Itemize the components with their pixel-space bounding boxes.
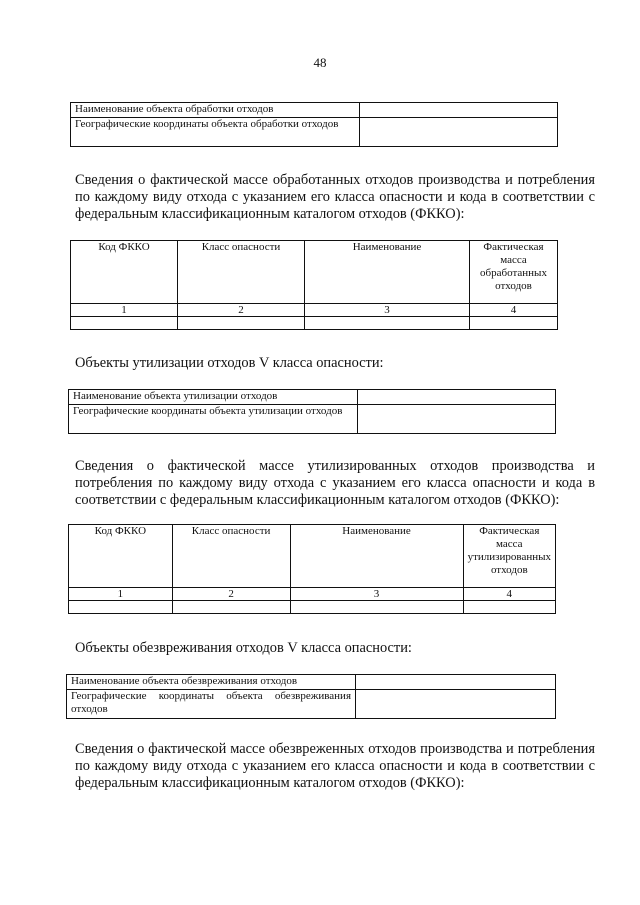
col-header-hazard-class: Класс опасности (172, 525, 290, 588)
col-header-name: Наименование (305, 241, 470, 304)
table-cell (178, 317, 305, 330)
col-number: 4 (463, 588, 555, 601)
object-coords-value (360, 118, 558, 147)
processing-mass-table (70, 240, 558, 330)
col-header-actual-mass: Фактическая масса обработанных отходов (470, 241, 558, 304)
utilization-mass-paragraph: Сведения о фактической массе утилизированных отходов производства и потребления по каждому виду отхода с указанием его класса опасности и кода в соответствии с федеральным классификационным каталогом отходов (ФККО): (75, 458, 595, 508)
col-number: 1 (69, 588, 173, 601)
table-cell (69, 601, 173, 614)
processing-object-table (70, 102, 558, 147)
utilization-heading: Объекты утилизации отходов V класса опасности: (75, 355, 384, 371)
object-name-value (356, 675, 556, 690)
utilization-mass-table (68, 524, 556, 614)
object-coords-value (356, 690, 556, 719)
col-header-hazard-class: Класс опасности (178, 241, 305, 304)
neutralization-object-table (66, 674, 556, 719)
col-header-fkko-code: Код ФККО (71, 241, 178, 304)
table-cell (290, 601, 463, 614)
object-coords-label: Географические координаты объекта обезвреживания отходов (67, 690, 356, 719)
object-coords-label: Географические координаты объекта обработки отходов (71, 118, 360, 147)
table-cell (470, 317, 558, 330)
object-coords-value (358, 405, 556, 434)
col-header-actual-mass: Фактическая масса утилизированных отходов (463, 525, 555, 588)
col-number: 3 (290, 588, 463, 601)
col-number: 4 (470, 304, 558, 317)
utilization-object-table (68, 389, 556, 434)
col-number: 2 (178, 304, 305, 317)
col-header-name: Наименование (290, 525, 463, 588)
table-cell (305, 317, 470, 330)
object-name-label: Наименование объекта утилизации отходов (69, 390, 358, 405)
object-name-value (360, 103, 558, 118)
col-number: 1 (71, 304, 178, 317)
processing-mass-paragraph: Сведения о фактической массе обработанных отходов производства и потребления по каждому виду отхода с указанием его класса опасности и кода в соответствии с федеральным классификационным каталогом отходов (ФККО): (75, 172, 595, 222)
col-number: 3 (305, 304, 470, 317)
object-name-label: Наименование объекта обработки отходов (71, 103, 360, 118)
table-cell (172, 601, 290, 614)
object-name-value (358, 390, 556, 405)
col-header-fkko-code: Код ФККО (69, 525, 173, 588)
table-cell (463, 601, 555, 614)
object-name-label: Наименование объекта обезвреживания отходов (67, 675, 356, 690)
page-number: 48 (313, 55, 327, 70)
table-cell (71, 317, 178, 330)
object-coords-label: Географические координаты объекта утилизации отходов (69, 405, 358, 434)
neutralization-heading: Объекты обезвреживания отходов V класса опасности: (75, 640, 412, 656)
col-number: 2 (172, 588, 290, 601)
neutralization-mass-paragraph: Сведения о фактической массе обезвреженных отходов производства и потребления по каждому виду отхода с указанием его класса опасности и кода в соответствии с федеральным классификационным каталогом отходов (ФККО): (75, 741, 595, 791)
